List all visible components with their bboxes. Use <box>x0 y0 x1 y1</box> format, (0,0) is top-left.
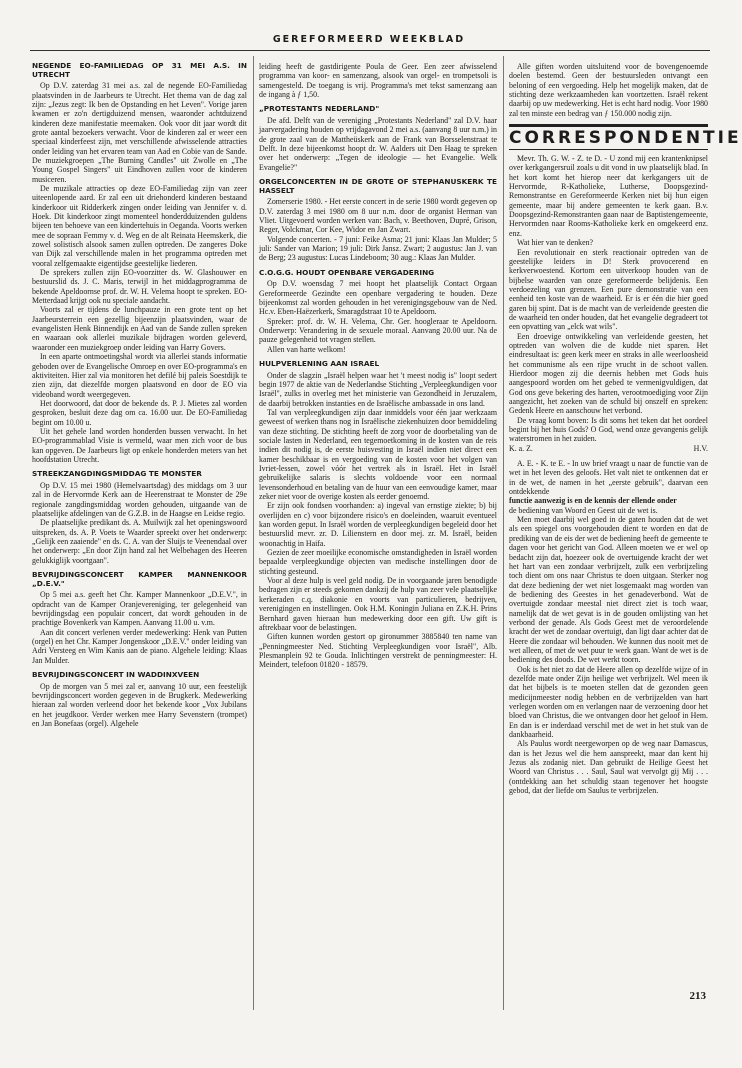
signature-left: K. a. Z. <box>509 443 533 453</box>
masthead: GEREFORMEERD WEEKBLAD <box>272 34 466 45</box>
paragraph: Volgende concerten. - 7 juni: Feike Asma; 21 juni: Klaas Jan Mulder; 5 juli: Sander van Marion; 19 juli: Dirk Jansz. Zwart; 2 augustus: Jan J. van de Berg; 23 augustus: Lucas Lindeboom; 30 aug.: Klaas Jan Mulder. <box>259 234 497 263</box>
paragraph: Aan dit concert verlenen verder medewerking: Henk van Putten (orgel) en het Chr. Kamper Jongenskoor „D.E.V." onder leiding van Adri Versteeg en Wim Kanis aan de piano. Algehele leiding: Klaas Jan Mulder. <box>32 627 247 665</box>
article-heading: HULPVERLENING AAN ISRAEL <box>259 358 380 368</box>
paragraph: Voorts zal er tijdens de lunchpauze in een grote tent op het Jaarbeursterrein een gezellig bijeenzijn plaatsvinden, waar de evangelisten Henk Binnendijk en Aad van de Sande zullen spreken en waaraan ook allerlei muzikale bijdragen worden geleverd, waaronder een muziekgroep onder leiding van Harry Govers. <box>32 305 247 352</box>
column-divider-1 <box>253 56 254 1010</box>
top-rule <box>30 50 710 51</box>
paragraph: Men moet daarbij wel goed in de gaten houden dat de wet als een spiegel ons voorgehouden dient te worden en dat de prediking van de eis der wet de bediening heeft de gemeente te dagen voor het gericht van God. Alleen moeten we er wel op bedacht zijn dat, hoezeer ook de overtuigende kracht der wet het hart van een zondaar verbrijzelt, zulk een verbrijzeling toch dient om ons naar Christus te doen uitgaan. Sterker nog dat deze bediening der wet niet losgemaakt mag worden van de bediening des Geestes in het genadeverbond. Wat de overtuigde zondaar meestal niet direct ziet is toch waar, namelijk dat de wet gevat is in de gouden omlijsting van het verbond der genade. Als Gods Geest met de veroordelende kracht der wet de zondaar overtuigt, dan ligt daar achter dat de Heere die zondaar wil behouden. We kunnen dus nooit met de wet alleen, of met de wet puur te werk gaan. Want de wet is de bediening des doods. De wet werkt toorn. <box>509 515 708 665</box>
paragraph: Mevr. Th. G. W. - Z. te D. - U zond mij een krantenknipsel over kerkgangersruil zoals u dit vond in uw plaatselijk blad. In het kort komt het hierop neer dat kerkgangers uit de Hervormde, R-Katholieke, Lutherse, Doopsgezind-Remonstrantse en Gereformeerde Kerken niet bij hun eigen gemeente, maar bij andere gemeenten te kerk gaan. B.v. Doopsgezind-Remonstranten gaan naar de Baptistengemeente, Hervormden naar Rooms-Katholieke kerk en omgekeerd enz. enz. <box>509 154 708 238</box>
paragraph: leiding heeft de gastdirigente Poula de Geer. Een zeer afwisselend programma van koor- en samenzang, alsook van orgel- en trompetsoli is samengesteld. De toegang is vrij. Programma's met tekst samenzang aan de ingang à ƒ 1,50. <box>259 62 497 100</box>
paragraph: Er zijn ook fondsen voorhanden: a) ingeval van ernstige ziekte; b) bij overlijden en c) voor bijzondere risico's en doeleinden, waaruit eventueel kan worden geput. In Israël worden de verpleegkundigen begeleid door het bestuurslid mevr. zr. D. Lilienstern en door mej. zr. M. Israël, beiden woonachtig in Haifa. <box>259 501 497 548</box>
paragraph: Spreker: prof. dr. W. H. Velema, Chr. Ger. hoogleraar te Apeldoorn. Onderwerp: Verandering in de sexuele moraal. Aanvang 20.00 uur. Na de pauze gelegenheid tot vragen stellen. <box>259 316 497 345</box>
column-2 <box>259 62 497 1012</box>
paragraph: Als Paulus wordt neergeworpen op de weg naar Damascus, dan is het Jezus wel die hem aanspreekt, maar dan kent hij Jezus als zodanig niet. Dan gebruikt de Heilige Geest het Woord van Christus . . . Saul, Saul wat vervolgt gij Mij . . . (ontdekking aan het schuldig staan tegenover het hoogste gebod, dat der liefde om Saulus te verbrijzelen. <box>509 739 708 796</box>
letter-1-signature <box>509 444 708 453</box>
paragraph: Gezien de zeer moeilijke economische omstandigheden in Israël worden bepaalde verpleegkundige objecten van medische instellingen door de stichting gesteund. <box>259 548 497 576</box>
page-number: 213 <box>689 990 706 1002</box>
article-heading: ORGELCONCERTEN IN DE GROTE OF STEPHANUSKERK TE HASSELT <box>259 177 497 195</box>
paragraph: Een droevige ontwikkeling van verleidende geesten, het optreden van wolven die de kudde niet sparen. Het eindresultaat is: geen kerk meer en straks in alle weerloosheid het communisme als een rijpe vrucht in de schoot vallen. Hierdoor mogen zij die deernis hebben met Gods huis aangespoord worden om het gebed te vermenigvuldigen, dat God ons geve bekering des harten, verootmoediging voor Zijn aangezicht, het zoeken van de schuld bij onszelf en spreken: Gedenk Heere en aanschouw het verbond. <box>509 331 708 416</box>
paragraph: Tal van verpleegkundigen zijn daar inmiddels voor één jaar werkzaam geweest of werken thans nog in Israëlische ziekenhuizen door bemiddeling van deze stichting. De stichting heeft de zorg voor de doorbetaling van de sociale lasten in Nederland, een tegemoetkoming in de kosten van de reis indien dit nodig is, de eerste huisvesting in Israël indien niet direct een kamer beschikbaar is en vergoeding van de kosten voor het volgen van Ivriet-lessen, zowel vóór het vertrek als in Israël. Het in Israël gebruikelijke salaris is slechts voldoende voor een normaal levensonderhoud en betaling van de huur van een eenvoudige kamer, maar zeker niet voor de overige kosten als eerder genoemd. <box>259 407 497 502</box>
paragraph: Zomerserie 1980. - Het eerste concert in de serie 1980 wordt gegeven op D.V. zaterdag 3 mei 1980 om 8 uur n.m. door de organist Herman van Vliet. Uitgevoerd worden werken van: Bach, v. Beethoven, Dupré, Grison, Reger, Volckmar, Cor Kee, Widor en Jan Zwart. <box>259 197 497 235</box>
article-heading: C.O.G.G. HOUDT OPENBARE VERGADERING <box>259 267 435 277</box>
paragraph: A. E. - K. te E. - In uw brief vraagt u naar de functie van de wet in het leven des geloofs. Het valt niet te ontkennen dat er in de wet, de namen in het „eerste gebruik", daarvan een ontdekkende <box>509 459 708 497</box>
paragraph: De vraag komt boven: Is dit soms het teken dat het oordeel begint bij het huis Gods? O God, wend onze gevangenis gelijk waterstromen in het zuiden. <box>509 415 708 444</box>
paragraph: Op D.V. woensdag 7 mei hoopt het plaatselijk Contact Orgaan Gereformeerde Gezindte een openbare vergadering te houden. Deze bijeenkomst zal worden gehouden in het verenigingsgebouw van de Ned. Hc.v. Eben-Haëzerkerk, Smaragdstraat 10 te Apeldoorn. <box>259 279 497 317</box>
paragraph: In een aparte ontmoetingshal wordt via allerlei stands informatie geboden over de Evangelische Omroep en over EO-programma's en aktiviteiten. Hier zal via monitoren het defilé bij paleis Soestdijk te zien zijn, dat diezelfde morgen plaatsvond en door de EO via videoband wordt weergegeven. <box>32 352 247 399</box>
paragraph: Uit het gehele land worden honderden bussen verwacht. In het EO-programmablad Visie is vermeld, waar men zich voor de bus kan opgeven. De Jaarbeurs ligt op enkele honderden meters van het hoofdstation Utrecht. <box>32 426 247 464</box>
emphasized-line: functie aanwezig is en de kennis der ellende onder <box>509 496 677 506</box>
paragraph: Allen van harte welkom! <box>267 344 346 354</box>
article-heading: „PROTESTANTS NEDERLAND" <box>259 104 380 114</box>
paragraph: De afd. Delft van de vereniging „Protestants Nederland" zal D.V. haar jaarvergadering houden op vrijdagavond 2 mei a.s. (aanvang 8 uur n.m.) in de grote zaal van de Mattheüskerk aan de Frank van Borsselenstraat te Delft. In deze bijeenkomst hoopt dr. W. Aalders uit Den Haag te spreken over het onderwerp: „Tegen de ideologie — het Evangelie. Welk Evangelie?" <box>259 115 497 172</box>
article-heading: STREEKZANGDINGSMIDDAG TE MONSTER <box>32 469 202 479</box>
paragraph: Alle giften worden uitsluitend voor de bovengenoemde doelen bestemd. Geen der bestuursleden ontvangt een beloning of een vergoeding. Help het mogelijk maken, dat de stichting deze werkzaamheden kan voortzetten. Israël rekent daarbij op uw medewerking. Het is echt hard nodig. Voor 1980 zal ten minste een bedrag van ƒ 150.000 nodig zijn. <box>509 62 708 118</box>
paragraph: Ook is het niet zo dat de Heere allen op dezelfde wijze of in dezelfde mate onder Zijn heilige wet verbrijzelt. Wel meen ik dat het bijbels is te moeten stellen dat de gezonden geen medicijnmeester nodig hebben en de verbrijzelden van hart verlegen worden om en verlangen naar de verzoening door het bloed van Christus, die we ontvangen door het geloof in Hem. En dan is er inderdaad verschil met de wet in het stuk van de dankbaarheid. <box>509 664 708 740</box>
paragraph: Giften kunnen worden gestort op gironummer 3885840 ten name van „Penningmeester Ned. Stichting Verpleegkundigen voor Israël", Alb. Plesmanplein 92 te Gouda. Inlichtingen verstrekt de penningmeester: H. Meindert, telefoon 01820 - 18579. <box>259 632 497 670</box>
israel-aid-continuation <box>509 62 708 118</box>
paragraph: Het doorwoord, dat door de bekende ds. P. J. Mietes zal worden gesproken, besluit deze dag om ca. 16.00 uur. De EO-Familiedag begint om 10.00 u. <box>32 398 247 427</box>
paragraph: Voor al deze hulp is veel geld nodig. De in voorgaande jaren benodigde bedragen zijn er steeds gekomen dankzij de hulp van zeer vele plaatselijke kerkeraden c.q. diakonie en voorts van particulieren, bedrijven, verenigingen en instellingen. Ook H.M. Koningin Juliana en Z.K.H. Prins Bernhard gaven hieraan hun medewerking door een gift. Uw gift is aftrekbaar voor de belastingen. <box>259 576 497 632</box>
article-heading: BEVRIJDINGSCONCERT KAMPER MANNENKOOR „D.E.V." <box>32 569 247 588</box>
column-divider-2 <box>503 56 504 1010</box>
paragraph: Op de morgen van 5 mei zal er, aanvang 10 uur, een feestelijk bevrijdingsconcert worden gegeven in de Brugkerk. Medewerking hieraan zal worden verleend door het bekende koor „Vox Jubilans en het jeugdkoor. Verder werken mee Harry Sevenstern (trompet) en Jan Bonefaas (orgel). Algehele <box>32 681 247 728</box>
article-heading: NEGENDE EO-FAMILIEDAG OP 31 MEI A.S. IN UTRECHT <box>32 61 247 79</box>
paragraph: De plaatselijke predikant ds. A. Muilwijk zal het openingswoord uitspreken, ds. A. P. Voets te Waarder spreekt over het onderwerp: „Gelijk een zaaiende" en ds. C. A. van der Sluijs te Veenendaal over het onderwerp: „En door Zijn hand zal het Welbehagen des Heeren gelukkiglijk voortgaan". <box>32 518 247 565</box>
article-heading: BEVRIJDINGSCONCERT IN WADDINXVEEN <box>32 669 200 679</box>
paragraph: Onder de slagzin „Israël helpen waar het 't meest nodig is" loopt sedert begin 1977 de aktie van de Nederlandse Stichting „Verpleegkundigen voor Israël", zulks in overleg met het ministerie van Gezondheid in Jeruzalem, de daarbij betrokken instanties en de Israëlische ambassade in ons land. <box>259 370 497 408</box>
paragraph: Op 5 mei a.s. geeft het Chr. Kamper Mannenkoor „D.E.V.", in opdracht van de Kamper Oranjevereniging, ter gelegenheid van bevrijdingsdag een populair concert, dat wordt gehouden in de prachtige Bovenkerk van Kampen. Aanvang 11.00 u. v.m. <box>32 590 247 628</box>
column-3 <box>509 62 742 1012</box>
paragraph: Op D.V. 15 mei 1980 (Hemelvaartsdag) des middags om 3 uur zal in de Hervormde Kerk aan de Heerenstraat te Monster de 29e regionale zangdingsmiddag worden gehouden, uitgaande van de plaatselijke afdelingen van de G.Z.B. in de Haagse en Leidse regio. <box>32 480 247 518</box>
paragraph: De muzikale attracties op deze EO-Familiedag zijn van zeer uiteenlopende aard. Er zal een uit driehonderd kinderen bestaand kinderkoor uit Ridderkerk zingen onder leiding van Jennifer v. d. Hoek. Dit kinderkoor zingt momenteel honderdduizenden guldens bijeen ten behoeve van een kindertehuis in Oeganda. Voorts werken mee de sopraan Femmy v. d. Weg en de alt Reinata Heemskerk, die zowel solistisch alsook samen zullen optreden. De zangeres Doke van Dijk zal verschillende malen in het programma optreden met vooral zelfgemaakte eigentijdse geestelijke liederen. <box>32 183 247 268</box>
letter-2 <box>509 459 708 795</box>
paragraph: Een revolutionair en sterk reactionair optreden van de geestelijke leiders in D! Sterk provocerend en kerkverwoestend. Kortom een uitverkoop houden van de bijbelse waarden van onze gereformeerde belijdenis. Een verdoezeling van grenzen. Een pure demonstratie van een eenheid ten koste van de waarheid. Er is er één die hier goed garen bij spint. Dat is de macht van de verleidende geesten die de waarheid ten onder houden, dat het evangelie degradeert tot een opvatting van „elck wat wils". <box>509 247 708 332</box>
column-1 <box>32 62 247 1012</box>
paragraph: De sprekers zullen zijn EO-voorzitter ds. W. Glashouwer en bestuurslid ds. J. C. Maris, terwijl in het middagprogramma de bekende Apeldoornse prof. dr. W. H. Velema hoopt te spreken. EO-Metterdaad krijgt ook nu speciale aandacht. <box>32 268 247 306</box>
paragraph: Wat hier van te denken? <box>517 238 594 248</box>
paragraph: Op D.V. zaterdag 31 mei a.s. zal de negende EO-Familiedag plaatsvinden in de Jaarbeurs te Utrecht. Het thema van de dag zal zijn: „Jezus zegt: Ik ben de Opstanding en het Leven". Vorige jaren kwamen er zo'n dertigduizend mensen, waaronder achtduizend kinderen deze manifestatie meemaken. Ook voor dit jaar wordt dit grote aantal bezoekers verwacht. Voor de kinderen zal er weer een speciaal kinderfeest zijn, met verschillende afwisselende attracties onder leiding van het ervaren team van Aad en Cobie van de Sande. De muziekgroepen „The Burning Candles" uit Zwolle en „The Young Gospel Singers" uit Eindhoven zullen voor de kinderen musiceren. <box>32 81 247 184</box>
signature-right: H.V. <box>693 443 708 453</box>
paragraph: de bediening van Woord en Geest uit de wet is. <box>509 505 658 515</box>
letter-1 <box>509 154 708 444</box>
correspondentie-heading: CORRESPONDENTIE <box>509 124 708 150</box>
